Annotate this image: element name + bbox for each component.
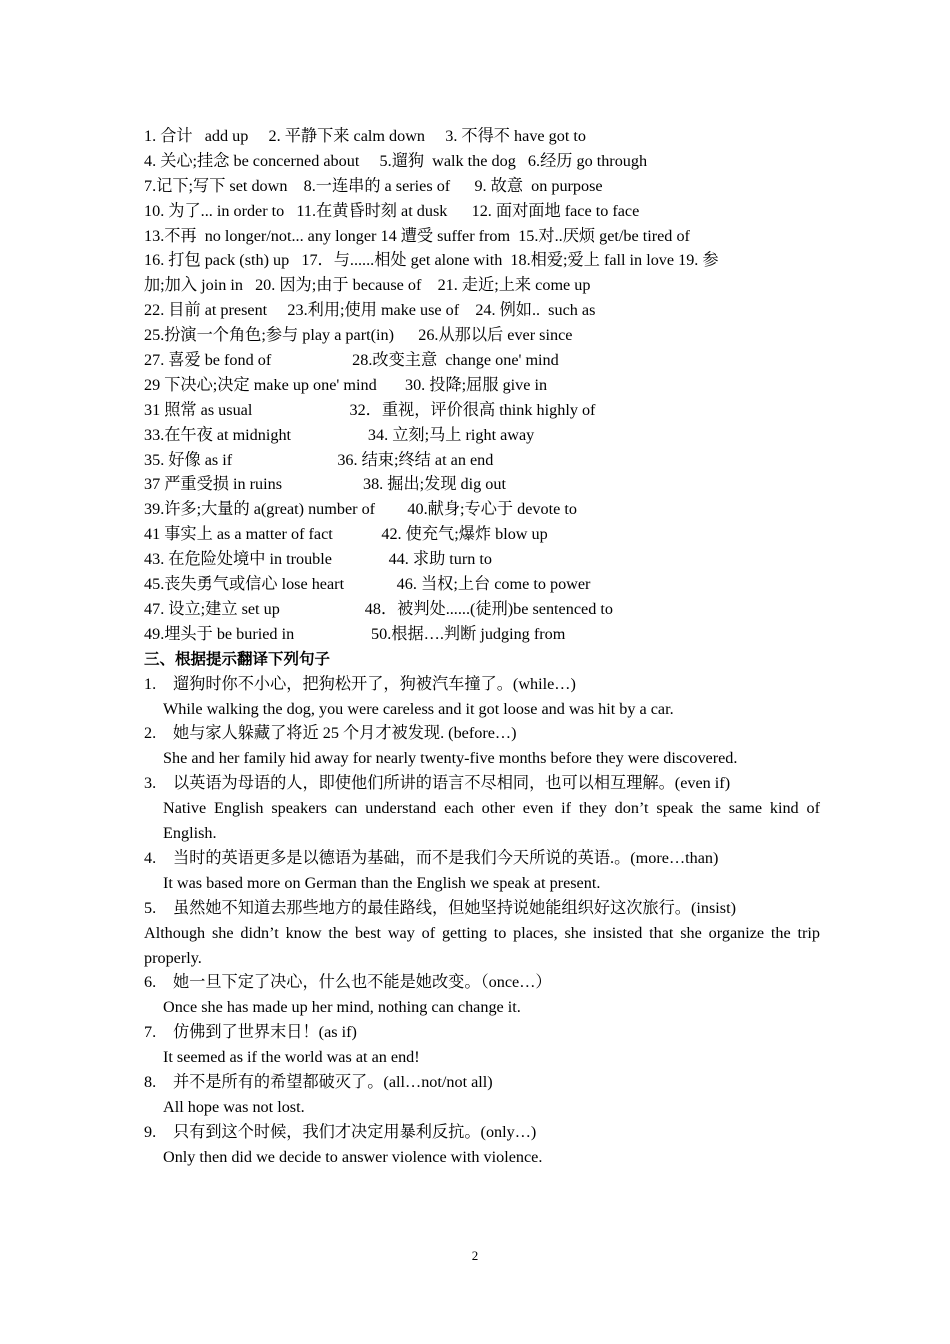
sentence-chinese: 并不是所有的希望都破灭了。(all…not/not all) [173,1073,493,1092]
vocab-line: 33.在午夜 at midnight 34. 立刻;马上 right away [144,425,535,444]
vocab-line: 13.不再 no longer/not... any longer 14 遭受 suffer from 15.对..厌烦 get/be tired of [144,226,690,245]
vocab-line: 41 事实上 as a matter of fact 42. 使充气;爆炸 blow up [144,525,548,544]
sentence-prompt [144,1020,820,1045]
vocab-line: 49.埋头于 be buried in 50.根据….判断 judging from [144,624,566,643]
document-body [144,124,820,1170]
sentence-chinese: 遛狗时你不小心，把狗松开了，狗被汽车撞了。(while…) [173,674,576,693]
sentence-english: She and her family hid away for nearly twenty-five months before they were discovered. [163,749,738,768]
vocab-line: 10. 为了... in order to 11.在黄昏时刻 at dusk 12. 面对面地 face to face [144,201,640,220]
sentence-prompt [144,1070,820,1095]
sentence-number: 9. [144,1122,157,1141]
sentence-number: 4. [144,848,157,867]
sentence-number: 2. [144,724,157,743]
sentence-chinese: 只有到这个时候，我们才决定用暴利反抗。(only…) [173,1122,537,1141]
sentence-chinese: 她与家人躲藏了将近 25 个月才被发现. (before…) [173,724,517,743]
vocab-line: 35. 好像 as if 36. 结束;终结 at an end [144,450,494,469]
vocab-line: 27. 喜爱 be fond of 28.改变主意 change one' mind [144,351,559,370]
sentence-number: 3. [144,774,157,793]
vocab-line: 4. 关心;挂念 be concerned about 5.遛狗 walk the dog 6.经历 go through [144,151,648,170]
vocab-line: 29 下决心;决定 make up one' mind 30. 投降;屈服 give in [144,375,548,394]
sentence-prompt [144,846,820,871]
sentence-english: While walking the dog, you were careless and it got loose and was hit by a car. [163,699,674,718]
sentence-english: Only then did we decide to answer violence with violence. [163,1147,543,1166]
vocab-line: 16. 打包 pack (sth) up 17．与......相处 get alone with 18.相爱;爱上 fall in love 19. 参 [144,251,719,270]
sentence-number: 5. [144,898,157,917]
section-heading: 三、根据提示翻译下列句子 [144,649,331,668]
sentence-prompt [144,970,820,995]
sentence-prompt [144,1120,820,1145]
sentence-chinese: 虽然她不知道去那些地方的最佳路线，但她坚持说她能组织好这次旅行。(insist) [173,898,736,917]
sentence-chinese: 当时的英语更多是以德语为基础，而不是我们今天所说的英语.。(more…than) [173,848,719,867]
sentence-prompt [144,896,820,921]
vocab-line: 37 严重受损 in ruins 38. 掘出;发现 dig out [144,475,506,494]
sentence-number: 7. [144,1023,157,1042]
sentence-number: 8. [144,1073,157,1092]
sentence-chinese: 以英语为母语的人，即使他们所讲的语言不尽相同，也可以相互理解。(even if) [173,774,731,793]
sentence-number: 6. [144,973,157,992]
translation-list [144,672,820,1170]
sentence-english: Although she didn’t know the best way of getting to places, she insisted that she organize the trip properly. [144,923,820,967]
vocab-line: 43. 在危险处境中 in trouble 44. 求助 turn to [144,550,493,569]
sentence-english: It was based more on German than the English we speak at present. [163,873,601,892]
sentence-chinese: 仿佛到了世界末日！(as if) [173,1023,357,1042]
vocab-line: 31 照常 as usual 32．重视，评价很高 think highly of [144,400,596,419]
sentence-number: 1. [144,674,157,693]
sentence-prompt [144,672,820,697]
sentence-english: Native English speakers can understand each other even if they don’t speak the same kind of English. [163,799,820,843]
vocab-list [144,124,820,647]
vocab-line: 39.许多;大量的 a(great) number of 40.献身;专心于 devote to [144,500,577,519]
sentence-english: It seemed as if the world was at an end! [163,1048,420,1067]
sentence-chinese: 她一旦下定了决心，什么也不能是她改变。（once…） [173,973,552,992]
vocab-line: 25.扮演一个角色;参与 play a part(in) 26.从那以后 ever since [144,326,573,345]
vocab-line: 22. 目前 at present 23.利用;使用 make use of 24. 例如.. such as [144,301,596,320]
vocab-line: 1. 合计 add up 2. 平静下来 calm down 3. 不得不 have got to [144,127,586,145]
page-number: 2 [471,1248,479,1263]
sentence-prompt [144,771,820,796]
vocab-line: 47. 设立;建立 set up 48．被判处......(徒刑)be sentenced to [144,599,613,618]
vocab-line: 加;加入 join in 20. 因为;由于 because of 21. 走近;上来 come up [144,276,591,295]
vocab-line: 7.记下;写下 set down 8.一连串的 a series of 9. 故意 on purpose [144,176,603,195]
sentence-prompt [144,721,820,746]
sentence-english: Once she has made up her mind, nothing can change it. [163,998,521,1017]
sentence-english: All hope was not lost. [163,1098,305,1116]
vocab-line: 45.丧失勇气或信心 lose heart 46. 当权;上台 come to power [144,575,591,594]
